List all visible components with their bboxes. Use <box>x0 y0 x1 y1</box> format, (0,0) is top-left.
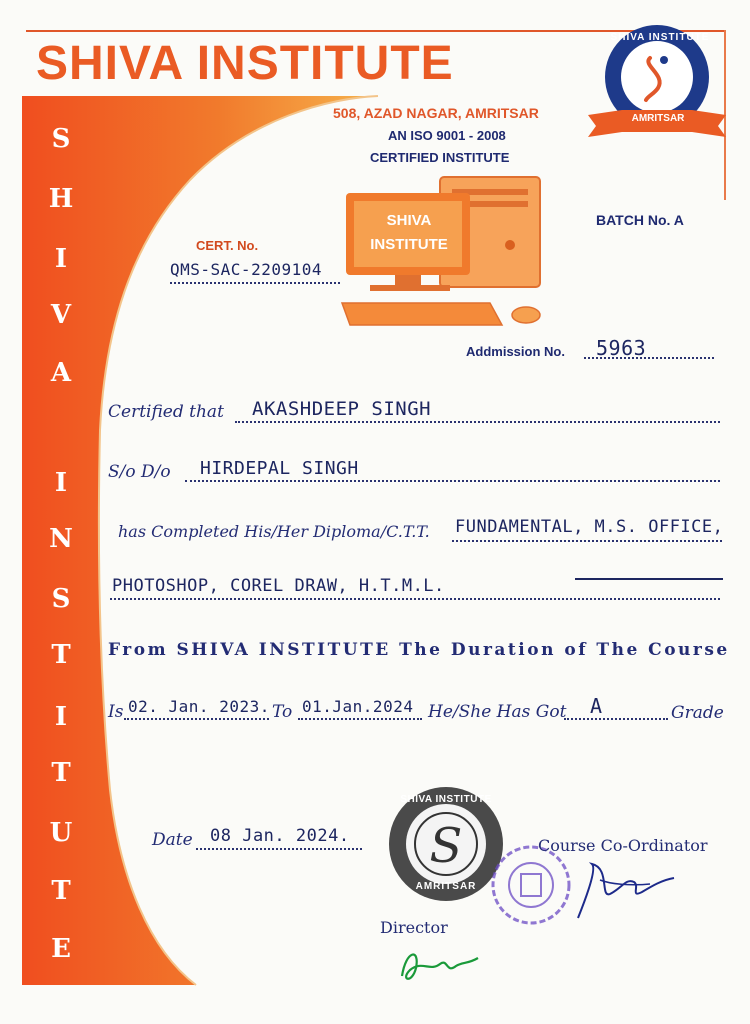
to-label: To <box>272 702 293 722</box>
grade-value: A <box>590 694 603 718</box>
course-underline-2 <box>110 598 720 600</box>
admission-underline <box>584 357 714 359</box>
student-name: AKASHDEEP SINGH <box>252 398 432 420</box>
batch-number: BATCH No. A <box>596 212 684 228</box>
date-value: 08 Jan. 2024. <box>210 826 350 846</box>
coordinator-signature <box>570 858 680 928</box>
logo-ribbon-text: AMRITSAR <box>631 113 685 124</box>
sidebar-letter: I <box>54 702 68 732</box>
from-line: From SHIVA INSTITUTE The Duration of The Course <box>108 640 730 660</box>
sidebar-letter: H <box>48 184 74 214</box>
address-line: 508, AZAD NAGAR, AMRITSAR <box>333 105 539 121</box>
sidebar-letter: T <box>51 876 71 906</box>
iso-line: AN ISO 9001 - 2008 <box>388 128 506 143</box>
sidebar-letter: T <box>51 758 71 788</box>
coordinator-label: Course Co-Ordinator <box>538 836 708 855</box>
got-label: He/She Has Got <box>428 702 567 722</box>
director-signature <box>396 940 486 990</box>
logo-top-text: SHIVA INSTITUTE <box>610 32 710 43</box>
completed-label: has Completed His/Her Diploma/C.T.T. <box>118 522 430 541</box>
screen-text-1: SHIVA <box>386 212 432 229</box>
sidebar-letter: T <box>51 640 71 670</box>
course-line-2: PHOTOSHOP, COREL DRAW, H.T.M.L. <box>112 576 445 596</box>
cert-no-value: QMS-SAC-2209104 <box>170 260 322 279</box>
grade-underline <box>564 718 668 720</box>
institute-title: SHIVA INSTITUTE <box>36 37 454 90</box>
director-label: Director <box>380 918 448 937</box>
sidebar-letter: U <box>49 818 73 848</box>
grade-label: Grade <box>671 703 724 723</box>
father-underline <box>185 480 720 482</box>
sidebar-letter: S <box>51 124 71 154</box>
date-underline <box>196 848 362 850</box>
sidebar-letter: A <box>50 358 72 388</box>
sidebar-letter: N <box>49 524 73 554</box>
seal-bottom-text: AMRITSAR <box>415 881 477 892</box>
cert-no-label: CERT. No. <box>196 238 259 253</box>
course-line-1: FUNDAMENTAL, M.S. OFFICE, <box>455 517 724 537</box>
relation-label: S/o D/o <box>108 462 171 482</box>
father-name: HIRDEPAL SINGH <box>200 458 359 479</box>
cert-no-underline <box>170 282 340 284</box>
from-date-underline <box>124 718 269 720</box>
course-underline-1 <box>452 540 722 542</box>
to-date-underline <box>298 718 422 720</box>
screen-text-2: INSTITUTE <box>370 236 448 253</box>
admission-label: Addmission No. <box>466 344 565 359</box>
sidebar-letter: I <box>54 244 68 274</box>
seal-top-text: SHIVA INSTITUTE <box>400 794 492 805</box>
sidebar-letter: I <box>54 468 68 498</box>
to-date: 01.Jan.2024 <box>302 697 414 716</box>
computer-illustration <box>340 175 550 335</box>
name-underline <box>235 421 720 423</box>
from-date: 02. Jan. 2023. <box>128 697 270 716</box>
sidebar-letter: E <box>51 934 71 964</box>
svg-text:S: S <box>429 818 463 874</box>
sidebar-letter: V <box>50 300 72 330</box>
is-label: Is <box>108 702 124 722</box>
certified-line: CERTIFIED INSTITUTE <box>370 150 510 165</box>
date-label: Date <box>152 830 193 850</box>
course-strike-line <box>575 578 723 580</box>
admission-value: 5963 <box>596 336 647 360</box>
certified-that-label: Certified that <box>108 402 224 422</box>
sidebar-letter: S <box>51 584 71 614</box>
